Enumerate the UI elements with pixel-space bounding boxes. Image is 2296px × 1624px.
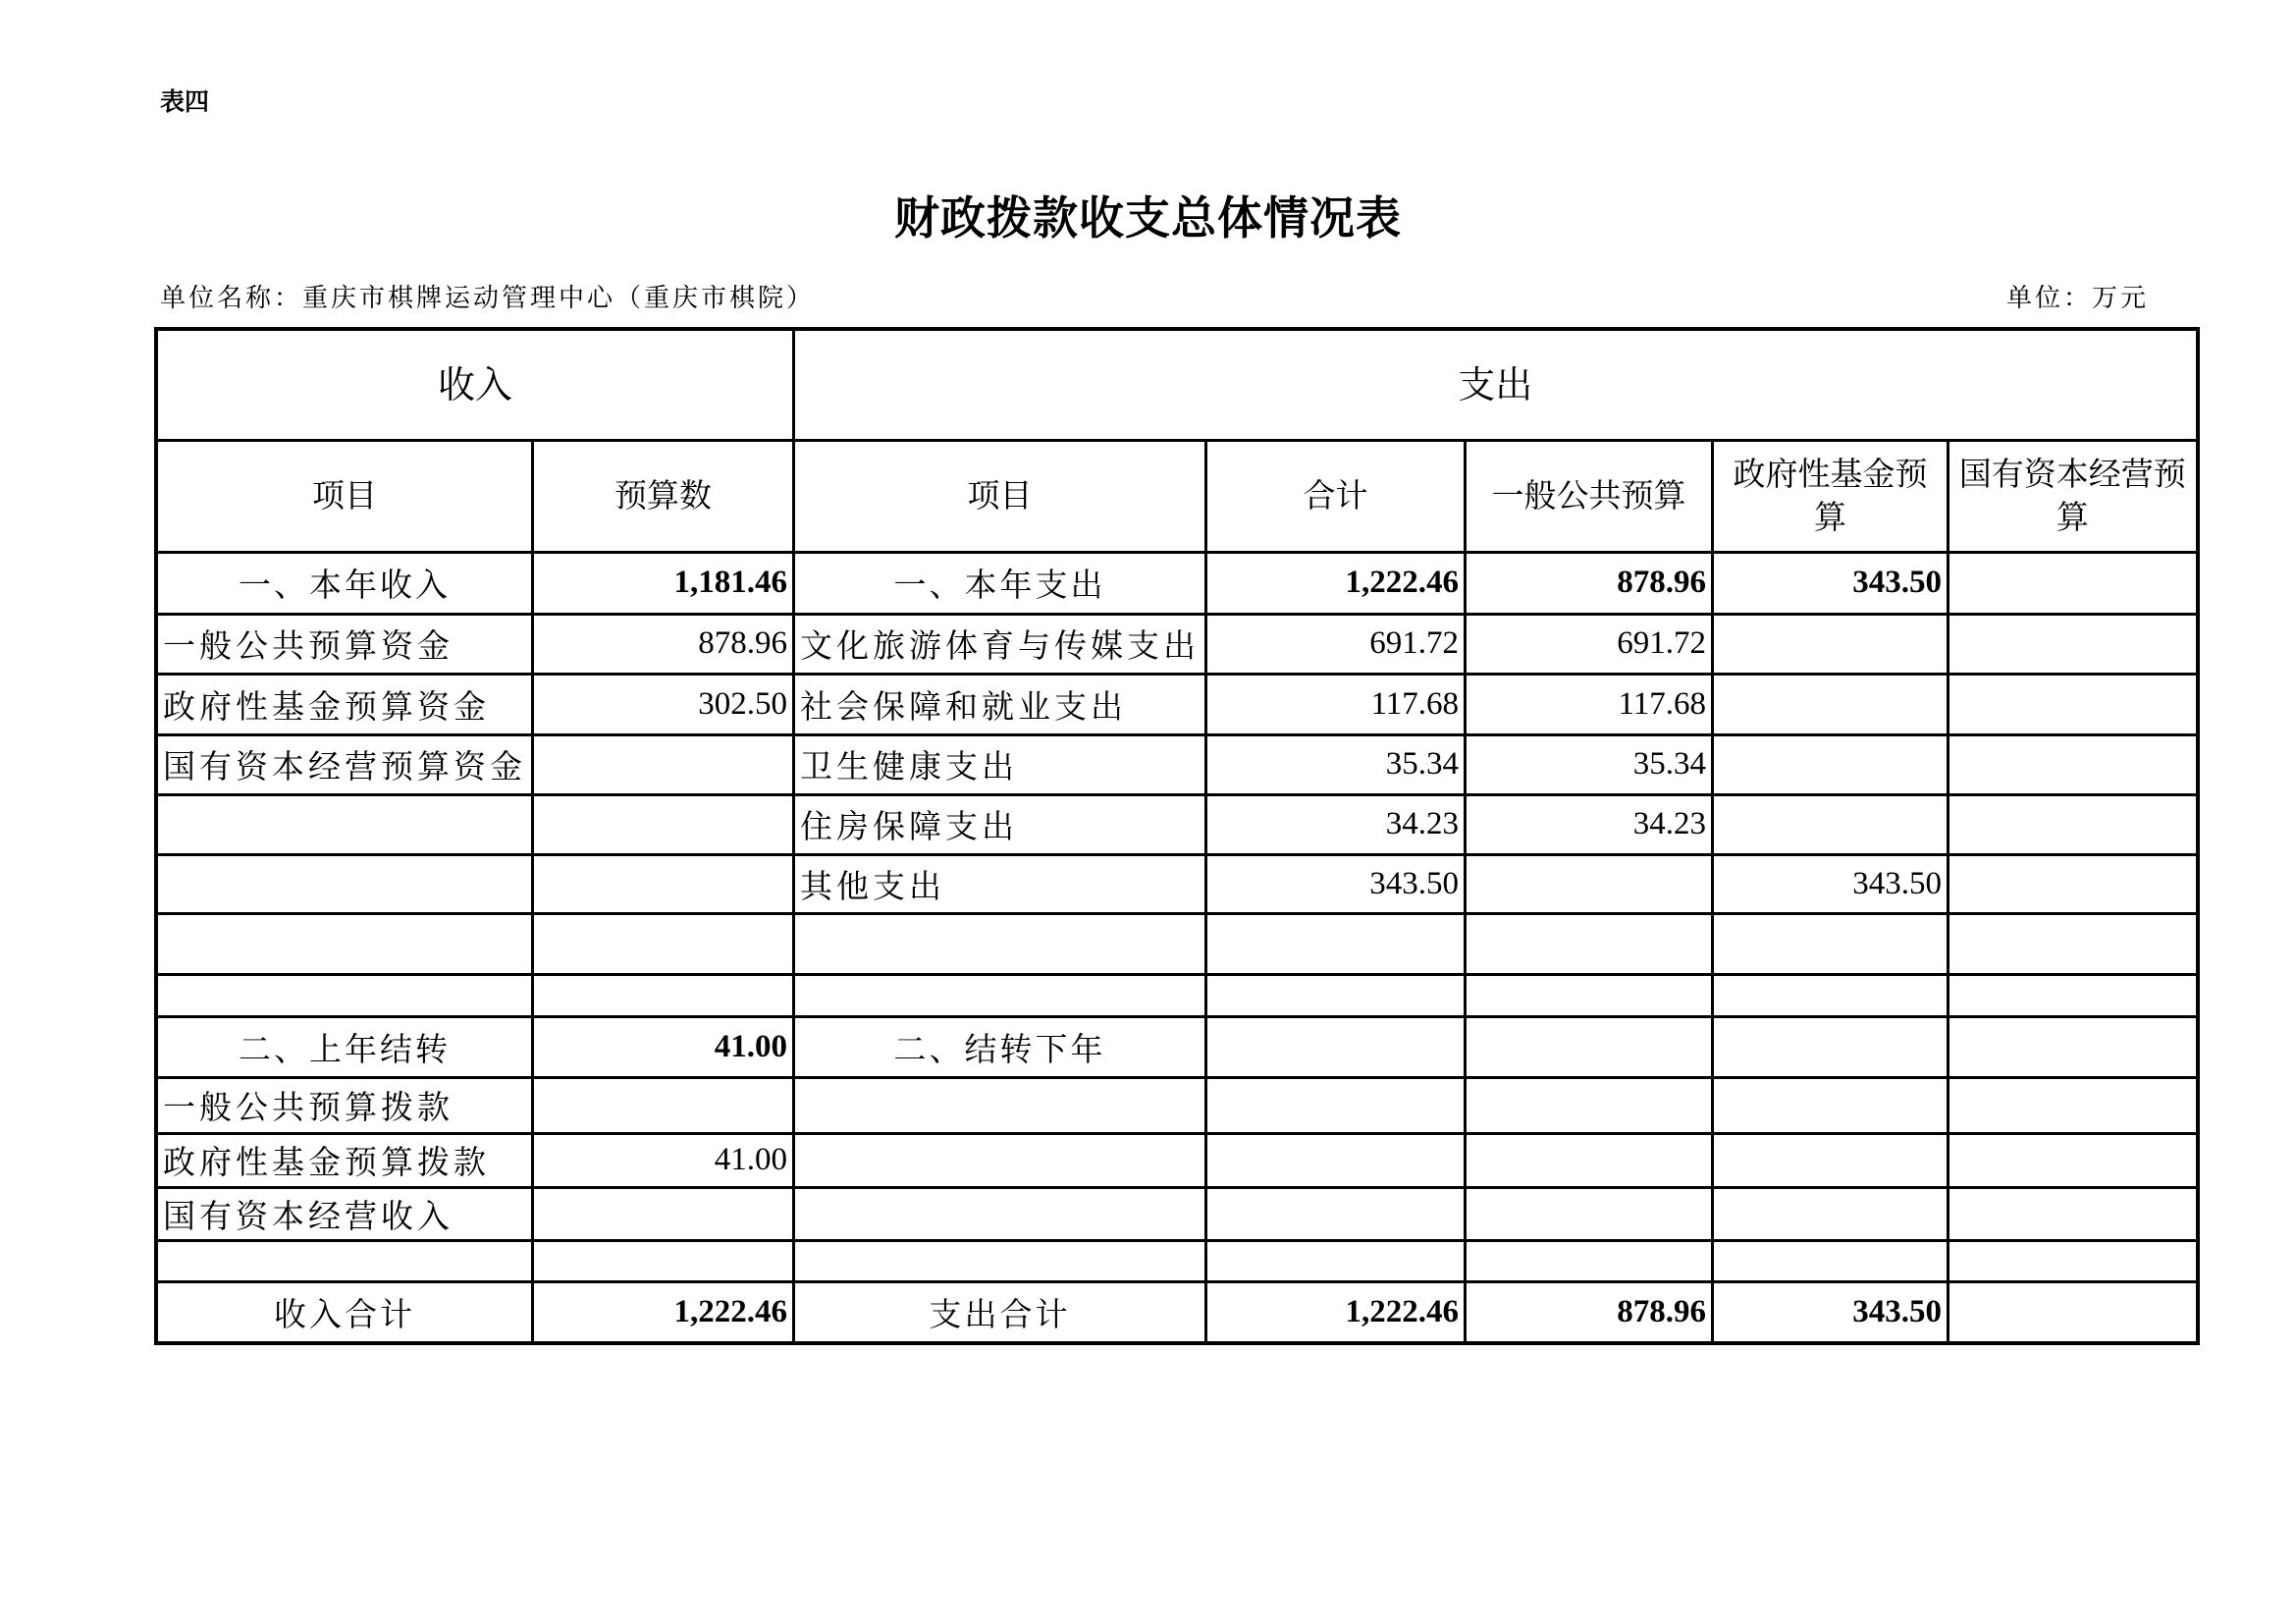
expense-item: 社会保障和就业支出: [794, 674, 1206, 734]
expense-item: [794, 1133, 1206, 1187]
col-income-budget: 预算数: [533, 440, 794, 552]
expense-state-capital: [1949, 614, 2198, 674]
expense-gov-fund: [1713, 734, 1949, 794]
table-row: [156, 1077, 2198, 1133]
col-state-capital: 国有资本经营预算: [1949, 440, 2198, 552]
expense-general-public: [1466, 1133, 1713, 1187]
expense-total: [1206, 1187, 1466, 1240]
expense-state-capital: [1949, 1187, 2198, 1240]
expense-item: 卫生健康支出: [794, 734, 1206, 794]
expense-total-label: 支出合计: [794, 1281, 1206, 1343]
expense-total-gov-fund: 343.50: [1713, 1281, 1949, 1343]
expense-item: 其他支出: [794, 854, 1206, 913]
expense-item: 二、结转下年: [794, 1016, 1206, 1077]
expense-state-capital: [1949, 734, 2198, 794]
expense-gov-fund: [1713, 1016, 1949, 1077]
expense-item: [794, 913, 1206, 974]
spacer-row: [156, 974, 2198, 1016]
income-item: 国有资本经营预算资金: [156, 734, 533, 794]
table-label: 表四: [160, 87, 210, 116]
income-budget: 1,181.46: [533, 552, 794, 614]
expense-group-header: 支出: [794, 329, 2198, 440]
expense-total-value: 1,222.46: [1206, 1281, 1466, 1343]
fiscal-table: [154, 327, 2200, 1345]
expense-gov-fund: [1713, 614, 1949, 674]
income-item: 政府性基金预算资金: [156, 674, 533, 734]
expense-item: [794, 1187, 1206, 1240]
col-gov-fund: 政府性基金预算: [1713, 440, 1949, 552]
table-row: [156, 1016, 2198, 1077]
currency-unit: 单位：万元: [2005, 284, 2149, 313]
income-budget: [533, 1240, 794, 1281]
income-item: 国有资本经营收入: [156, 1187, 533, 1240]
expense-item: 住房保障支出: [794, 794, 1206, 854]
expense-total: 117.68: [1206, 674, 1466, 734]
income-budget: 302.50: [533, 674, 794, 734]
table-row: [156, 1187, 2198, 1240]
expense-general-public: [1466, 1240, 1713, 1281]
expense-total: [1206, 913, 1466, 974]
expense-total-general-public: 878.96: [1466, 1281, 1713, 1343]
col-general-public: 一般公共预算: [1466, 440, 1713, 552]
expense-total: 1,222.46: [1206, 552, 1466, 614]
income-budget: [533, 1077, 794, 1133]
expense-state-capital: [1949, 854, 2198, 913]
expense-total: [1206, 1240, 1466, 1281]
expense-general-public: 117.68: [1466, 674, 1713, 734]
expense-general-public: [1466, 913, 1713, 974]
income-total-label: 收入合计: [156, 1281, 533, 1343]
expense-general-public: [1466, 1187, 1713, 1240]
expense-gov-fund: [1713, 794, 1949, 854]
expense-gov-fund: [1713, 1133, 1949, 1187]
page-title: 财政拨款收支总体情况表: [894, 191, 1402, 244]
expense-gov-fund: [1713, 1077, 1949, 1133]
expense-total: 691.72: [1206, 614, 1466, 674]
expense-general-public: [1466, 1077, 1713, 1133]
expense-state-capital: [1949, 674, 2198, 734]
income-budget: 41.00: [533, 1016, 794, 1077]
unit-name: 单位名称：重庆市棋牌运动管理中心（重庆市棋院）: [160, 284, 816, 313]
income-item: 政府性基金预算拨款: [156, 1133, 533, 1187]
expense-total: [1206, 1133, 1466, 1187]
expense-general-public: [1466, 1016, 1713, 1077]
expense-total: 34.23: [1206, 794, 1466, 854]
income-budget: [533, 854, 794, 913]
expense-gov-fund: [1713, 674, 1949, 734]
income-budget: [533, 734, 794, 794]
table-row: [156, 1240, 2198, 1281]
col-income-item: 项目: [156, 440, 533, 552]
income-group-header: 收入: [156, 329, 794, 440]
expense-gov-fund: [1713, 1240, 1949, 1281]
table-row: [156, 913, 2198, 974]
expense-general-public: [1466, 854, 1713, 913]
col-expense-item: 项目: [794, 440, 1206, 552]
expense-general-public: 34.23: [1466, 794, 1713, 854]
expense-gov-fund: [1713, 913, 1949, 974]
expense-general-public: 35.34: [1466, 734, 1713, 794]
income-item: 二、上年结转: [156, 1016, 533, 1077]
expense-state-capital: [1949, 913, 2198, 974]
expense-total: 343.50: [1206, 854, 1466, 913]
table-row: [156, 1133, 2198, 1187]
expense-item: 文化旅游体育与传媒支出: [794, 614, 1206, 674]
expense-state-capital: [1949, 794, 2198, 854]
income-budget: 878.96: [533, 614, 794, 674]
income-budget: [533, 794, 794, 854]
table-row: [156, 674, 2198, 734]
expense-total: [1206, 1016, 1466, 1077]
income-total-value: 1,222.46: [533, 1281, 794, 1343]
income-budget: 41.00: [533, 1133, 794, 1187]
income-item: [156, 854, 533, 913]
income-item: 一般公共预算资金: [156, 614, 533, 674]
expense-state-capital: [1949, 1077, 2198, 1133]
income-item: [156, 794, 533, 854]
expense-state-capital: [1949, 552, 2198, 614]
income-item: 一般公共预算拨款: [156, 1077, 533, 1133]
totals-row: [156, 1281, 2198, 1343]
table-row: [156, 854, 2198, 913]
expense-total: 35.34: [1206, 734, 1466, 794]
expense-state-capital: [1949, 1016, 2198, 1077]
expense-state-capital: [1949, 1133, 2198, 1187]
income-budget: [533, 1187, 794, 1240]
group-header-row: [156, 329, 2198, 440]
expense-general-public: 691.72: [1466, 614, 1713, 674]
table-row: [156, 794, 2198, 854]
expense-state-capital: [1949, 1240, 2198, 1281]
expense-total-state-capital: [1949, 1281, 2198, 1343]
income-budget: [533, 913, 794, 974]
expense-general-public: 878.96: [1466, 552, 1713, 614]
income-item: 一、本年收入: [156, 552, 533, 614]
income-item: [156, 913, 533, 974]
table-row: [156, 614, 2198, 674]
expense-item: 一、本年支出: [794, 552, 1206, 614]
expense-item: [794, 1077, 1206, 1133]
column-header-row: [156, 440, 2198, 552]
expense-gov-fund: [1713, 1187, 1949, 1240]
expense-total: [1206, 1077, 1466, 1133]
table-row: [156, 734, 2198, 794]
expense-gov-fund: 343.50: [1713, 854, 1949, 913]
expense-item: [794, 1240, 1206, 1281]
expense-gov-fund: 343.50: [1713, 552, 1949, 614]
income-item: [156, 1240, 533, 1281]
table-row: [156, 552, 2198, 614]
col-total: 合计: [1206, 440, 1466, 552]
